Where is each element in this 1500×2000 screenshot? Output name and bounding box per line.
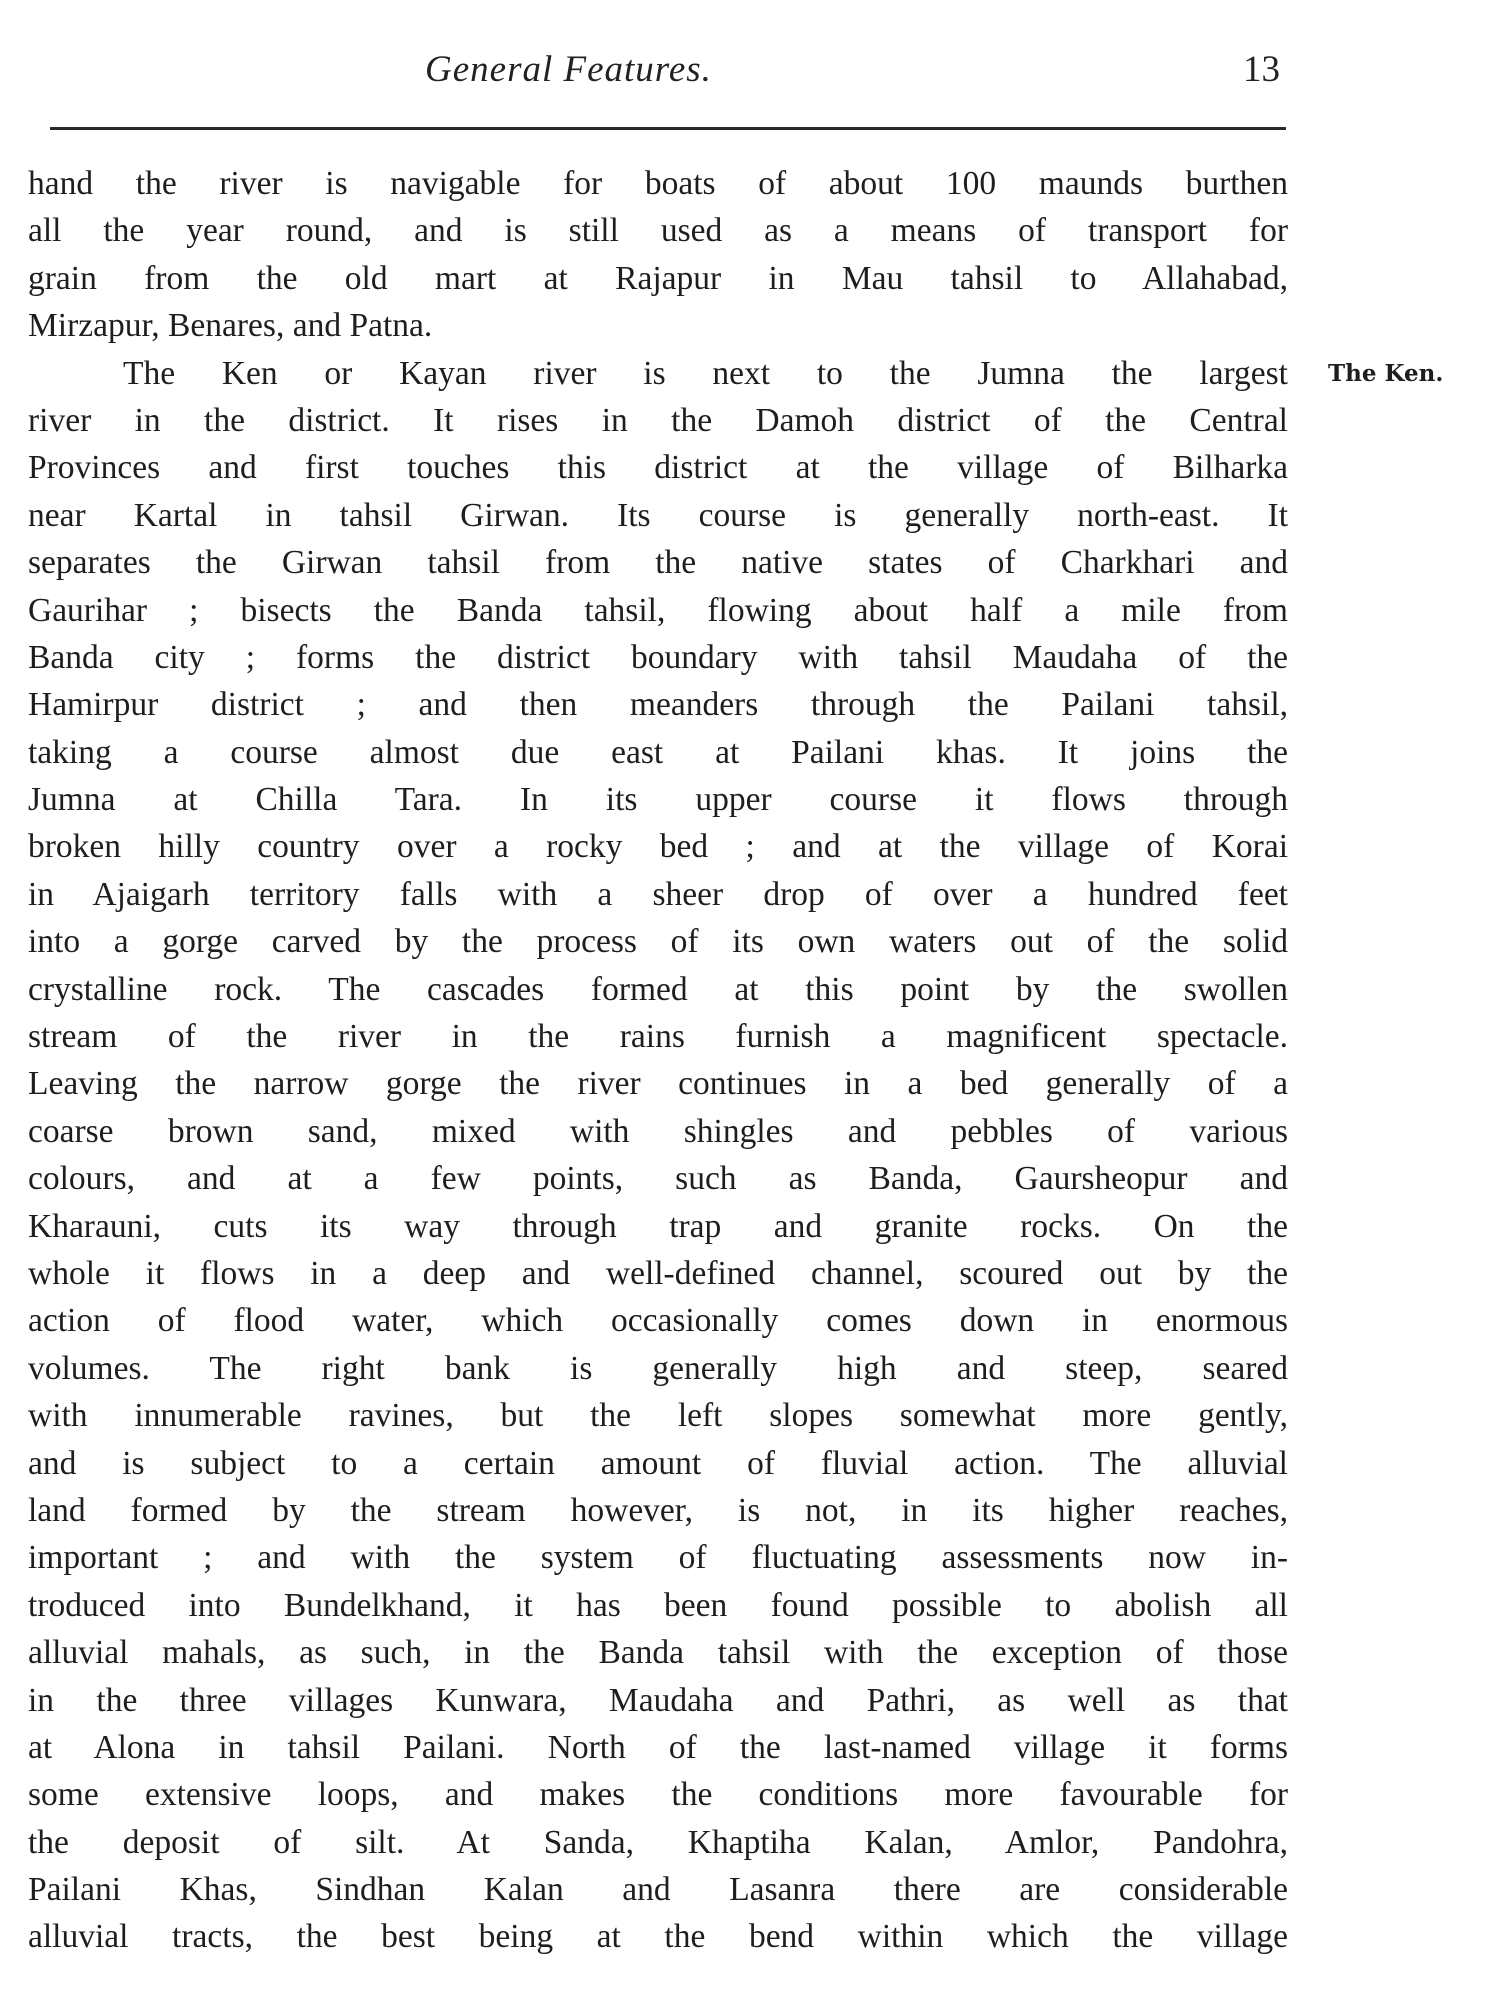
- text-line: taking a course almost due east at Pailani khas. It joins the: [28, 733, 1288, 771]
- text-line: some extensive loops, and makes the conditions more favourable for: [28, 1776, 1288, 1814]
- text-line: Hamirpur district ; and then meanders through the Pailani tahsil,: [28, 686, 1288, 724]
- text-line: Provinces and first touches this district at the village of Bilharka: [28, 449, 1288, 487]
- text-line: volumes. The right bank is generally high and steep, seared: [28, 1349, 1288, 1387]
- page-number: 13: [1243, 49, 1280, 90]
- text-line: crystalline rock. The cascades formed at this point by the swollen: [28, 970, 1288, 1008]
- text-line: action of flood water, which occasionally comes down in enormous: [28, 1302, 1288, 1340]
- text-line: grain from the old mart at Rajapur in Mau tahsil to Allahabad,: [28, 259, 1288, 297]
- text-line: stream of the river in the rains furnish a magnificent spectacle.: [28, 1018, 1288, 1056]
- text-line: and is subject to a certain amount of fluvial action. The alluvial: [28, 1444, 1288, 1482]
- text-line: Mirzapur, Benares, and Patna.: [28, 307, 433, 345]
- text-line: near Kartal in tahsil Girwan. Its course is generally north-east. It: [28, 496, 1288, 534]
- text-line: separates the Girwan tahsil from the native states of Charkhari and: [28, 544, 1288, 582]
- text-line: alluvial mahals, as such, in the Banda tahsil with the exception of those: [28, 1634, 1288, 1672]
- text-line: into a gorge carved by the process of its own waters out of the solid: [28, 923, 1288, 961]
- text-line: with innumerable ravines, but the left slopes somewhat more gently,: [28, 1397, 1288, 1435]
- text-line: important ; and with the system of fluctuating assessments now in-: [28, 1539, 1288, 1577]
- text-line: troduced into Bundelkhand, it has been found possible to abolish all: [28, 1586, 1288, 1624]
- text-line: all the year round, and is still used as a means of transport for: [28, 212, 1288, 250]
- text-line: in the three villages Kunwara, Maudaha and Pathri, as well as that: [28, 1681, 1288, 1719]
- margin-note: The Ken.: [1328, 360, 1444, 387]
- text-line: Pailani Khas, Sindhan Kalan and Lasanra there are considerable: [28, 1871, 1288, 1909]
- text-line: whole it flows in a deep and well-defined channel, scoured out by the: [28, 1254, 1288, 1292]
- body-text: [28, 160, 1288, 1961]
- text-line: in Ajaigarh territory falls with a sheer drop of over a hundred feet: [28, 875, 1288, 913]
- text-line: coarse brown sand, mixed with shingles and pebbles of various: [28, 1112, 1288, 1150]
- text-line: at Alona in tahsil Pailani. North of the last-named village it forms: [28, 1728, 1288, 1766]
- text-line: alluvial tracts, the best being at the bend within which the village: [28, 1918, 1288, 1956]
- text-line: Jumna at Chilla Tara. In its upper course it flows through: [28, 781, 1288, 819]
- text-line: the deposit of silt. At Sanda, Khaptiha Kalan, Amlor, Pandohra,: [28, 1823, 1288, 1861]
- text-line: river in the district. It rises in the Damoh district of the Central: [28, 401, 1288, 439]
- text-line: Gaurihar ; bisects the Banda tahsil, flowing about half a mile from: [28, 591, 1288, 629]
- text-line: broken hilly country over a rocky bed ; and at the village of Korai: [28, 828, 1288, 866]
- text-line: land formed by the stream however, is not, in its higher reaches,: [28, 1491, 1288, 1529]
- running-title: General Features.: [425, 49, 712, 90]
- running-head: [0, 48, 1500, 98]
- text-line: The Ken or Kayan river is next to the Jumna the largest: [123, 354, 1288, 392]
- header-rule: [50, 127, 1286, 130]
- text-line: Kharauni, cuts its way through trap and granite rocks. On the: [28, 1207, 1288, 1245]
- text-line: colours, and at a few points, such as Banda, Gaursheopur and: [28, 1160, 1288, 1198]
- text-line: Banda city ; forms the district boundary with tahsil Maudaha of the: [28, 638, 1288, 676]
- text-line: hand the river is navigable for boats of about 100 maunds burthen: [28, 165, 1288, 202]
- text-line: Leaving the narrow gorge the river continues in a bed generally of a: [28, 1065, 1288, 1103]
